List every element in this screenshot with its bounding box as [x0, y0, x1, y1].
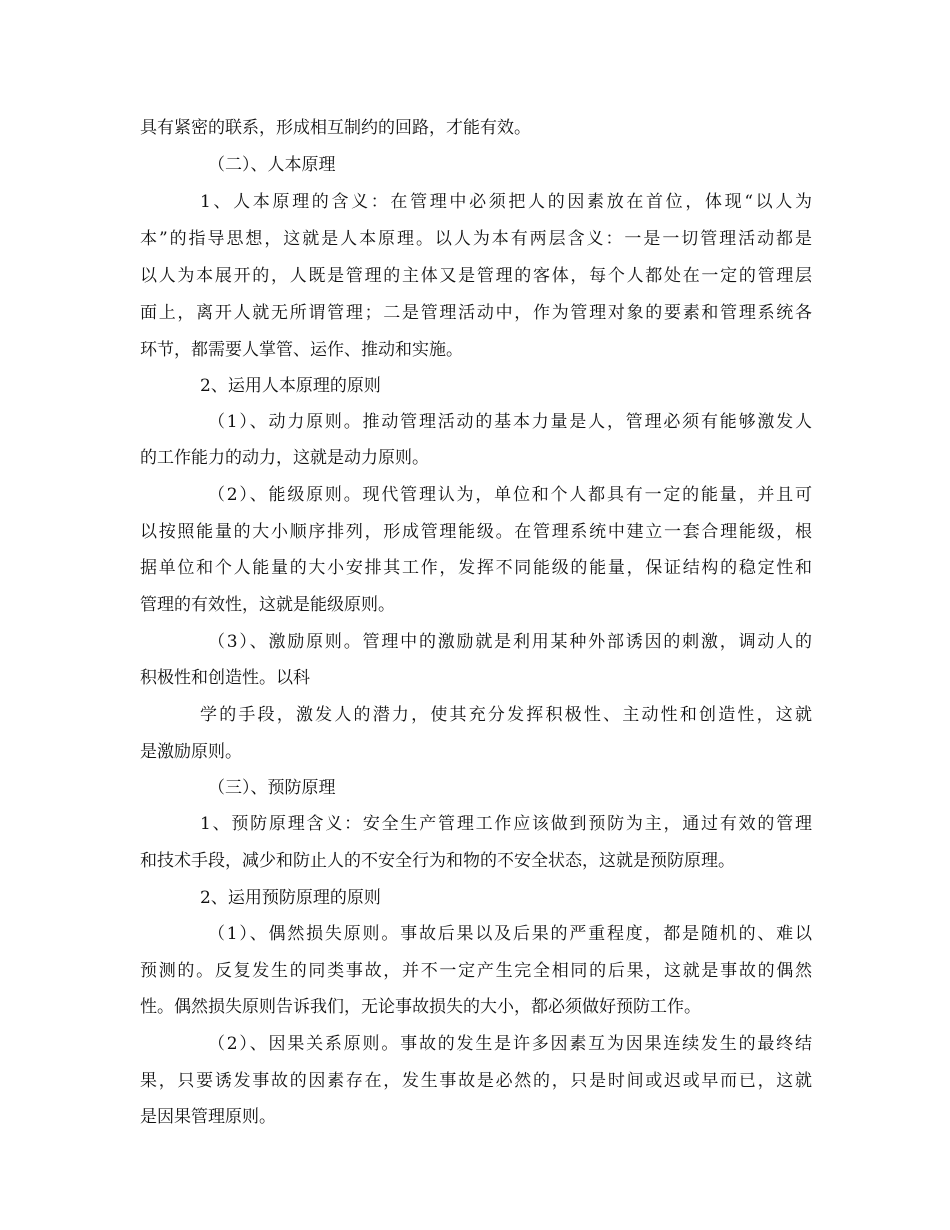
- text-line: 以按照能量的大小顺序排列，形成管理能级。在管理系统中建立一套合理能级，根: [140, 522, 812, 542]
- text-line: 环节，都需要人掌管、运作、推动和实施。: [140, 340, 463, 360]
- text-line: （1）、偶然损失原则。事故后果以及后果的严重程度，都是随机的、难以: [208, 924, 812, 944]
- text-line: 果，只要诱发事故的因素存在，发生事故是必然的，只是时间或迟或早而已，这就: [140, 1071, 812, 1091]
- text-line: （2）、能级原则。现代管理认为，单位和个人都具有一定的能量，并且可: [208, 485, 812, 505]
- text-line: （1）、动力原则。推动管理活动的基本力量是人，管理必须有能够激发人: [208, 412, 812, 432]
- text-line: 积极性和创造性。以科: [140, 668, 310, 688]
- text-line: 是因果管理原则。: [140, 1107, 276, 1127]
- text-line: 管理的有效性，这就是能级原则。: [140, 595, 395, 615]
- text-line: （3）、激励原则。管理中的激励就是利用某种外部诱因的刺激，调动人的: [208, 632, 812, 652]
- text-line: 是激励原则。: [140, 742, 242, 762]
- subsection-heading: 2、运用人本原理的原则: [200, 376, 381, 396]
- text-line: 以人为本展开的，人既是管理的主体又是管理的客体，每个人都处在一定的管理层: [140, 266, 812, 286]
- subsection-heading: 2、运用预防原理的原则: [200, 888, 381, 908]
- text-line: 和技术手段，减少和防止人的不安全行为和物的不安全状态，这就是预防原理。: [140, 851, 735, 871]
- text-line: （2）、因果关系原则。事故的发生是许多因素互为因果连续发生的最终结: [208, 1034, 812, 1054]
- text-line: 预测的。反复发生的同类事故，并不一定产生完全相同的后果，这就是事故的偶然: [140, 961, 812, 981]
- section-heading: （三）、预防原理: [208, 778, 336, 798]
- section-heading: （二）、人本原理: [208, 155, 336, 175]
- text-line: 1、预防原理含义：安全生产管理工作应该做到预防为主，通过有效的管理: [200, 814, 812, 834]
- text-line: 面上，离开人就无所谓管理；二是管理活动中，作为管理对象的要素和管理系统各: [140, 303, 812, 323]
- text-line: 本”的指导思想，这就是人本原理。以人为本有两层含义：一是一切管理活动都是: [140, 229, 812, 249]
- text-line: 学的手段，激发人的潜力，使其充分发挥积极性、主动性和创造性，这就: [200, 705, 812, 725]
- text-line: 1、人本原理的含义：在管理中必须把人的因素放在首位，体现“以人为: [200, 192, 812, 212]
- text-line: 性。偶然损失原则告诉我们，无论事故损失的大小，都必须做好预防工作。: [140, 997, 701, 1017]
- text-line: 的工作能力的动力，这就是动力原则。: [140, 448, 429, 468]
- text-line: 据单位和个人能量的大小安排其工作，发挥不同能级的能量，保证结构的稳定性和: [140, 558, 812, 578]
- text-line: 具有紧密的联系，形成相互制约的回路，才能有效。: [140, 118, 531, 138]
